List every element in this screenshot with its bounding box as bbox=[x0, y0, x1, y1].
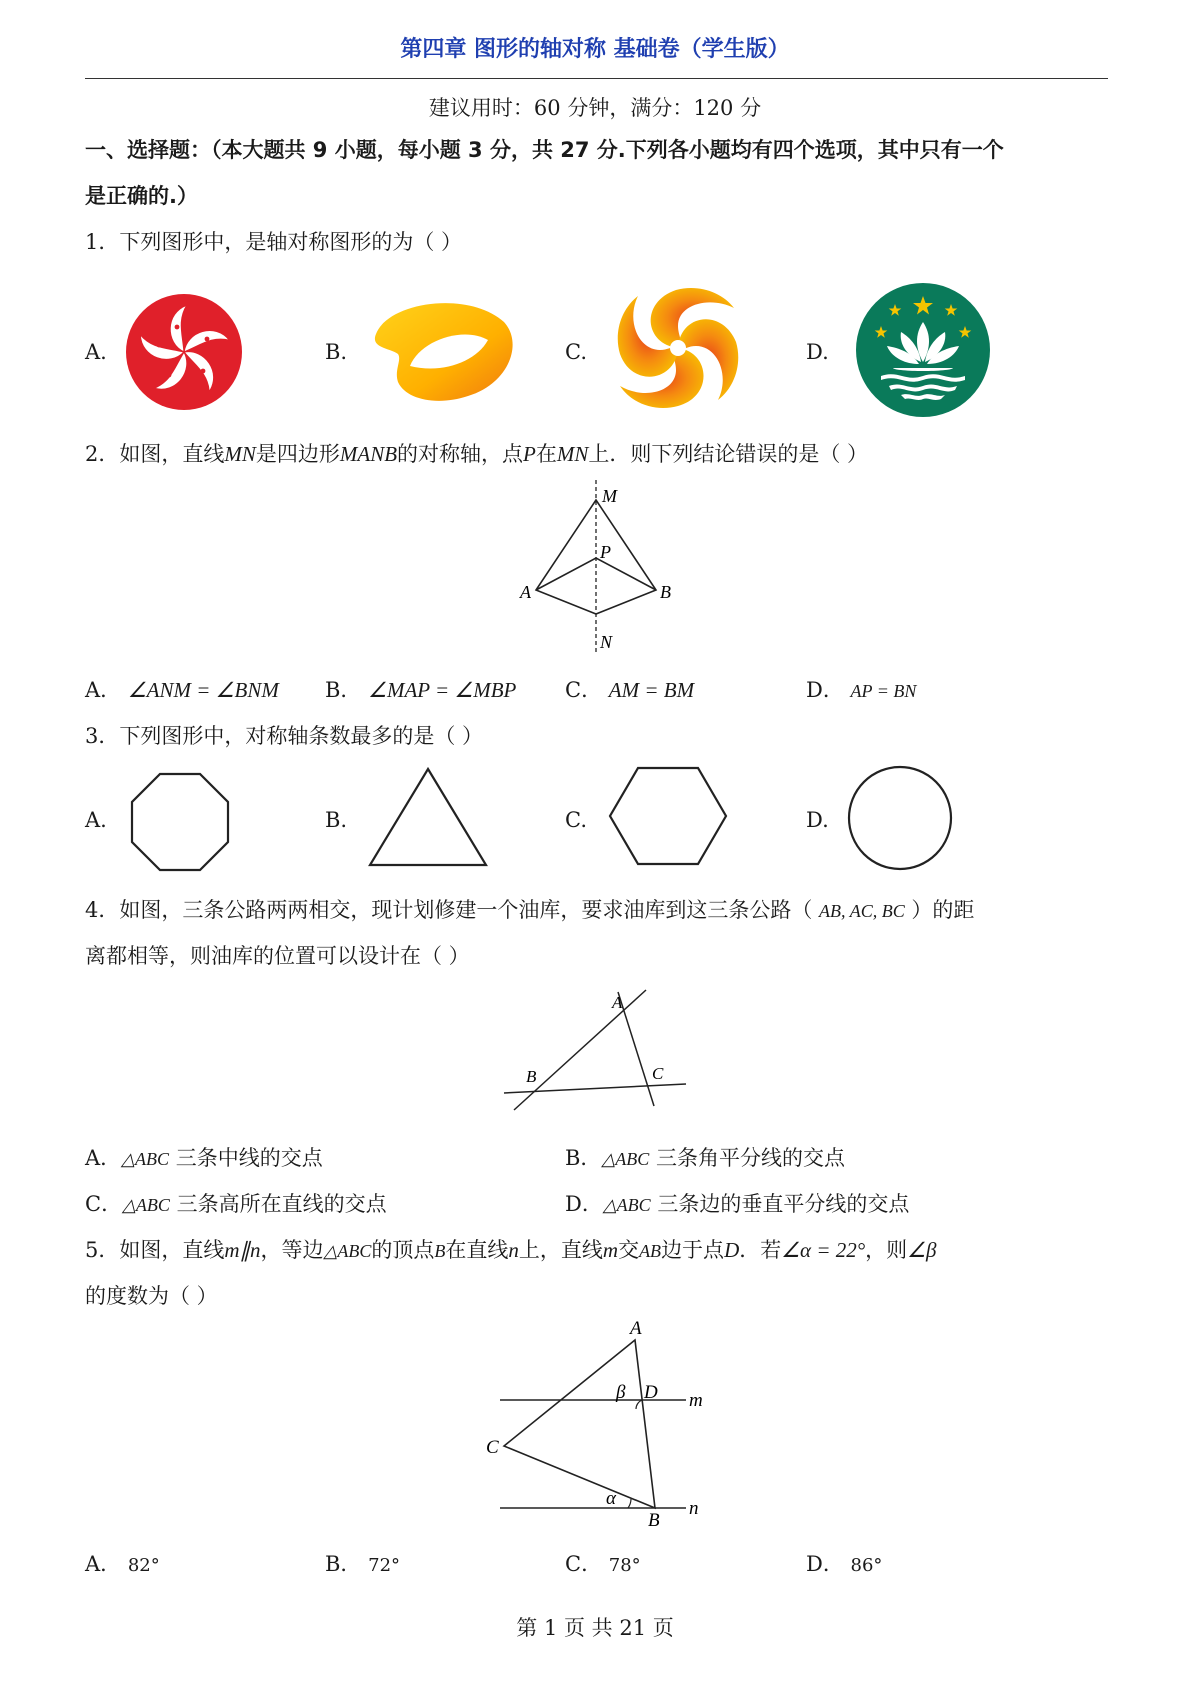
q2-label-b: B bbox=[660, 582, 671, 602]
q2-label-n: N bbox=[600, 632, 613, 652]
curved-ring-logo-icon bbox=[368, 296, 516, 413]
q3-option-d-label: D. bbox=[806, 808, 829, 832]
q1-option-d-label: D. bbox=[806, 340, 829, 364]
q1-stem: 1．下列图形中，是轴对称图形的为（ ） bbox=[85, 230, 463, 254]
q4-label-a: A bbox=[612, 993, 623, 1012]
q5-label-beta: β bbox=[616, 1382, 626, 1403]
q2-option-c: C． AM = BM bbox=[565, 678, 695, 702]
q2-label-a: A bbox=[520, 582, 531, 602]
q4-roads-figure bbox=[500, 982, 690, 1121]
swirl-phoenix-logo-icon bbox=[614, 282, 744, 419]
hexagon-shape bbox=[606, 764, 730, 873]
q5-label-alpha: α bbox=[606, 1488, 616, 1509]
section-heading-line1: 一、选择题：（本大题共 9 小题，每小题 3 分，共 27 分.下列各小题均有四个选项，其中只有一个 bbox=[85, 138, 1004, 162]
q3-option-b-label: B. bbox=[325, 808, 348, 832]
q5-triangle-parallel-lines-figure bbox=[480, 1316, 720, 1539]
time-score-note: 建议用时：60 分钟，满分：120 分 bbox=[428, 96, 762, 120]
q5-option-d: D． 86° bbox=[806, 1552, 883, 1576]
circle-shape bbox=[846, 764, 954, 877]
q5-label-b: B bbox=[648, 1510, 660, 1531]
q5-label-c: C bbox=[486, 1437, 499, 1458]
hk-flag-emblem-icon bbox=[125, 293, 243, 416]
q5-label-m: m bbox=[689, 1390, 703, 1411]
q3-option-a-label: A. bbox=[85, 808, 107, 832]
q2-option-a: A． ∠ANM = ∠BNM bbox=[85, 678, 279, 702]
q1-option-b-label: B. bbox=[325, 340, 348, 364]
q5-option-c: C． 78° bbox=[565, 1552, 641, 1576]
octagon-shape bbox=[128, 770, 232, 879]
page-number: 第 1 页 共 21 页 bbox=[516, 1616, 674, 1640]
q2-label-p: P bbox=[600, 542, 611, 562]
q4-option-a: A．△ABC 三条中线的交点 bbox=[85, 1146, 323, 1170]
q4-stem-line1: 4．如图，三条公路两两相交，现计划修建一个油库，要求油库到这三条公路（ AB, AC, BC ）的距 bbox=[85, 898, 975, 922]
macau-flag-emblem-icon bbox=[855, 282, 991, 423]
title-divider bbox=[85, 78, 1108, 79]
q2-label-m: M bbox=[602, 486, 617, 506]
q4-option-d: D．△ABC 三条边的垂直平分线的交点 bbox=[565, 1192, 910, 1216]
q4-label-c: C bbox=[652, 1064, 664, 1083]
q2-option-d: D． AP = BN bbox=[806, 678, 917, 702]
q2-option-b: B． ∠MAP = ∠MBP bbox=[325, 678, 517, 702]
q4-stem-line2: 离都相等，则油库的位置可以设计在（ ） bbox=[85, 944, 470, 968]
q5-label-n: n bbox=[689, 1498, 699, 1519]
q1-option-a-label: A. bbox=[85, 340, 107, 364]
q3-stem: 3．下列图形中，对称轴条数最多的是（ ） bbox=[85, 724, 484, 748]
triangle-shape bbox=[366, 765, 490, 874]
q4-label-b: B bbox=[526, 1067, 537, 1086]
q5-option-a: A． 82° bbox=[85, 1552, 160, 1576]
q4-option-c: C．△ABC 三条高所在直线的交点 bbox=[85, 1192, 387, 1216]
q2-quadrilateral-figure bbox=[510, 478, 690, 665]
page-title: 第四章 图形的轴对称 基础卷（学生版） bbox=[400, 37, 790, 62]
q5-option-b: B． 72° bbox=[325, 1552, 401, 1576]
section-heading-line2: 是正确的.） bbox=[85, 184, 198, 208]
q3-option-c-label: C. bbox=[565, 808, 587, 832]
q2-stem: 2．如图，直线MN是四边形MANB的对称轴，点P在MN上．则下列结论错误的是（ ） bbox=[85, 442, 869, 466]
q1-option-c-label: C. bbox=[565, 340, 587, 364]
q4-option-b: B．△ABC 三条角平分线的交点 bbox=[565, 1146, 845, 1170]
q5-stem-line1: 5．如图，直线m∥n，等边△ABC的顶点B在直线n上，直线m交AB边于点D．若∠α = 22°，则∠β bbox=[85, 1238, 937, 1262]
q5-stem-line2: 的度数为（ ） bbox=[85, 1284, 218, 1308]
q5-label-a: A bbox=[630, 1318, 642, 1339]
q5-label-d: D bbox=[644, 1382, 658, 1403]
